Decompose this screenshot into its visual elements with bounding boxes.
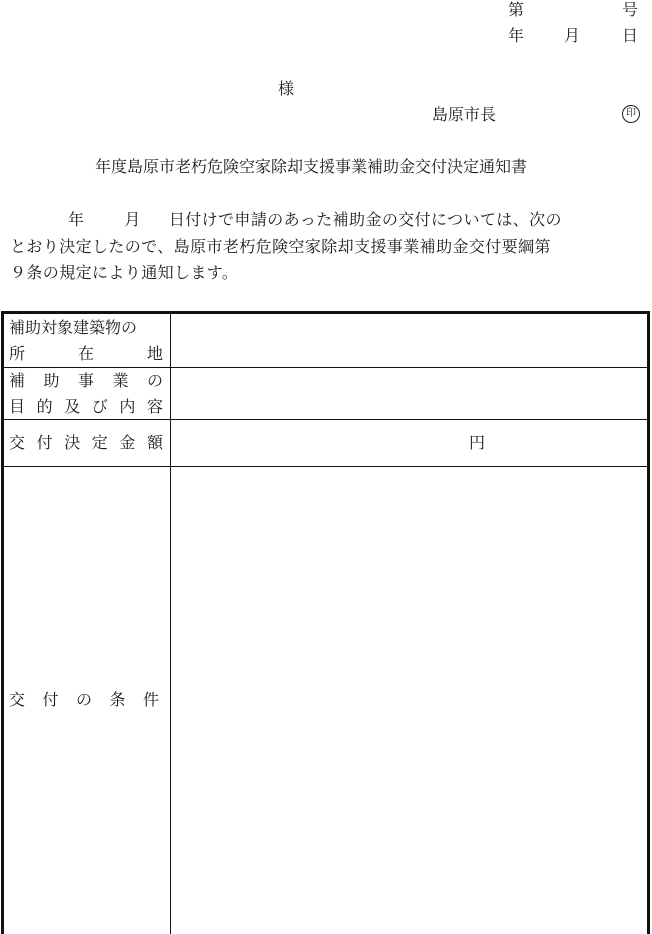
property-location-label-line1: 補助対象建築物の bbox=[9, 318, 138, 337]
column-divider bbox=[170, 314, 171, 934]
label-char: 及 bbox=[64, 397, 81, 416]
document-title: 年度島原市老朽危険空家除却支援事業補助金交付決定通知書 bbox=[95, 157, 528, 176]
body-line-1-text: 日付けで申請のあった補助金の交付については、次の bbox=[168, 210, 562, 229]
document-number-label: 第 bbox=[508, 0, 525, 19]
label-char: 地 bbox=[146, 344, 163, 363]
label-char: 所 bbox=[9, 344, 26, 363]
label-char: 付 bbox=[42, 690, 59, 709]
decision-amount-label bbox=[9, 430, 163, 456]
body-line-1 bbox=[10, 207, 642, 234]
body-year-label: 年 bbox=[68, 210, 85, 229]
date-day-label: 日 bbox=[622, 26, 639, 45]
label-char: 内 bbox=[119, 397, 136, 416]
property-location-label bbox=[9, 315, 163, 367]
label-char: 在 bbox=[77, 344, 94, 363]
conditions-label bbox=[9, 687, 159, 713]
label-char: 的 bbox=[36, 397, 53, 416]
table-row-conditions bbox=[4, 467, 647, 934]
label-char: 決 bbox=[64, 433, 81, 452]
label-char: の bbox=[146, 371, 163, 390]
amount-unit-yen: 円 bbox=[469, 433, 486, 452]
purpose-content-label-line2 bbox=[9, 394, 163, 420]
label-char: 業 bbox=[112, 371, 129, 390]
label-char: の bbox=[75, 690, 92, 709]
body-month-label: 月 bbox=[124, 210, 141, 229]
label-char: 定 bbox=[91, 433, 108, 452]
table-row-decision-amount bbox=[4, 420, 647, 467]
label-char: 交 bbox=[9, 433, 26, 452]
label-char: 助 bbox=[43, 371, 60, 390]
document-number-suffix: 号 bbox=[622, 0, 639, 19]
label-char: 交 bbox=[9, 690, 26, 709]
date-year-label: 年 bbox=[508, 26, 525, 45]
label-char: 補 bbox=[9, 371, 26, 390]
label-char: 金 bbox=[119, 433, 136, 452]
label-char: 容 bbox=[146, 397, 163, 416]
purpose-content-label-line1 bbox=[9, 368, 163, 394]
label-char: 付 bbox=[36, 433, 53, 452]
property-location-label-line2 bbox=[9, 341, 163, 367]
body-line-3: ９条の規定により通知します。 bbox=[10, 263, 239, 282]
decision-table bbox=[1, 311, 650, 934]
table-row-purpose-content bbox=[4, 368, 647, 420]
body-paragraph bbox=[10, 207, 642, 287]
date-month-label: 月 bbox=[564, 26, 581, 45]
label-char: 条 bbox=[109, 690, 126, 709]
label-char: 額 bbox=[146, 433, 163, 452]
label-char: 事 bbox=[77, 371, 94, 390]
label-char: び bbox=[91, 397, 108, 416]
body-line-2: とおり決定したので、島原市老朽危険空家除却支援事業補助金交付要綱第 bbox=[10, 236, 551, 256]
label-char: 件 bbox=[142, 690, 159, 709]
issuer-name: 島原市長 bbox=[432, 105, 497, 124]
purpose-content-label bbox=[9, 368, 163, 420]
seal-mark: 印 bbox=[622, 105, 640, 123]
table-row-property-location bbox=[4, 314, 647, 368]
label-char: 目 bbox=[9, 397, 26, 416]
addressee-suffix: 様 bbox=[278, 79, 295, 98]
